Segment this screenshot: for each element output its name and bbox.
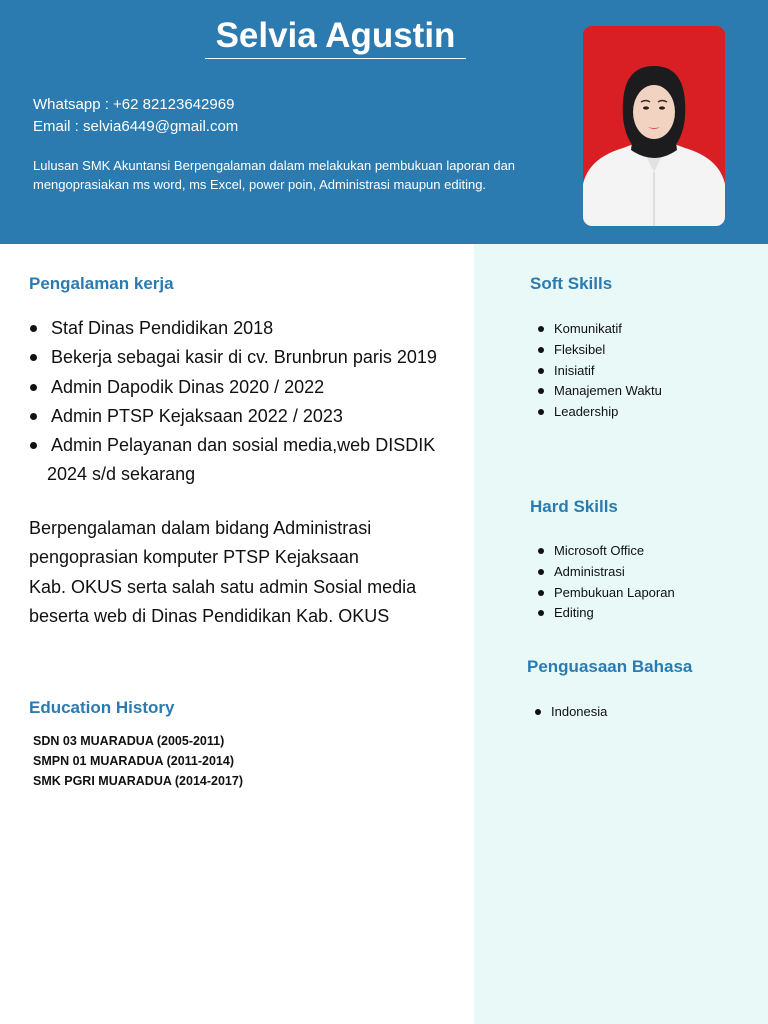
list-item: SMK PGRI MUARADUA (2014-2017) [33,774,243,788]
list-item-continuation: 2024 s/d sekarang [47,464,196,485]
paragraph-line: pengoprasian komputer PTSP Kejaksaan [29,547,359,568]
soft-skills-list [538,319,662,423]
education-title: Education History [29,698,175,717]
candidate-name: Selvia Agustin [215,16,456,55]
list-item: SDN 03 MUARADUA (2005-2011) [33,734,225,748]
list-item: Inisiatif [538,361,662,382]
list-item: Bekerja sebagai kasir di cv. Brunbrun paris 2019 [30,343,470,372]
list-item: SMPN 01 MUARADUA (2011-2014) [33,754,234,768]
languages-list [535,702,607,723]
list-item: Administrasi [538,562,675,583]
list-item: Microsoft Office [538,541,675,562]
header-banner [0,0,768,244]
profile-photo [583,26,725,226]
whatsapp-contact: Whatsapp : +62 82123642969 [33,96,235,113]
languages-title: Penguasaan Bahasa [527,657,693,676]
profile-summary: Lulusan SMK Akuntansi Berpengalaman dalam melakukan pembukuan laporan dan mengoprasiakan ms word, ms Excel, power poin, Administrasi maupun editing. [33,158,516,192]
person-photo-icon [583,26,725,226]
list-item: Komunikatif [538,319,662,340]
paragraph-line: beserta web di Dinas Pendidikan Kab. OKUS [29,605,390,626]
hard-skills-list [538,541,675,624]
email-contact: Email : selvia6449@gmail.com [33,118,239,135]
list-item: Admin Dapodik Dinas 2020 / 2022 [30,373,470,402]
paragraph-line: Kab. OKUS serta salah satu admin Sosial media [29,576,417,597]
list-item: Staf Dinas Pendidikan 2018 [30,314,470,343]
experience-paragraph [29,514,459,631]
list-item: Pembukuan Laporan [538,583,675,604]
experience-list [30,314,470,490]
list-item-text: Admin Pelayanan dan sosial media,web DISDIK [51,435,436,456]
list-item: Fleksibel [538,340,662,361]
paragraph-line: Berpengalaman dalam bidang Administrasi [29,518,372,538]
list-item: Indonesia [535,702,607,723]
list-item: Manajemen Waktu [538,381,662,402]
hard-skills-title: Hard Skills [530,497,618,516]
list-item [30,431,470,490]
experience-title: Pengalaman kerja [29,274,174,293]
list-item: Editing [538,603,675,624]
list-item: Leadership [538,402,662,423]
soft-skills-title: Soft Skills [530,274,613,293]
name-underline [205,58,466,59]
education-list [33,731,243,791]
list-item: Admin PTSP Kejaksaan 2022 / 2023 [30,402,470,431]
